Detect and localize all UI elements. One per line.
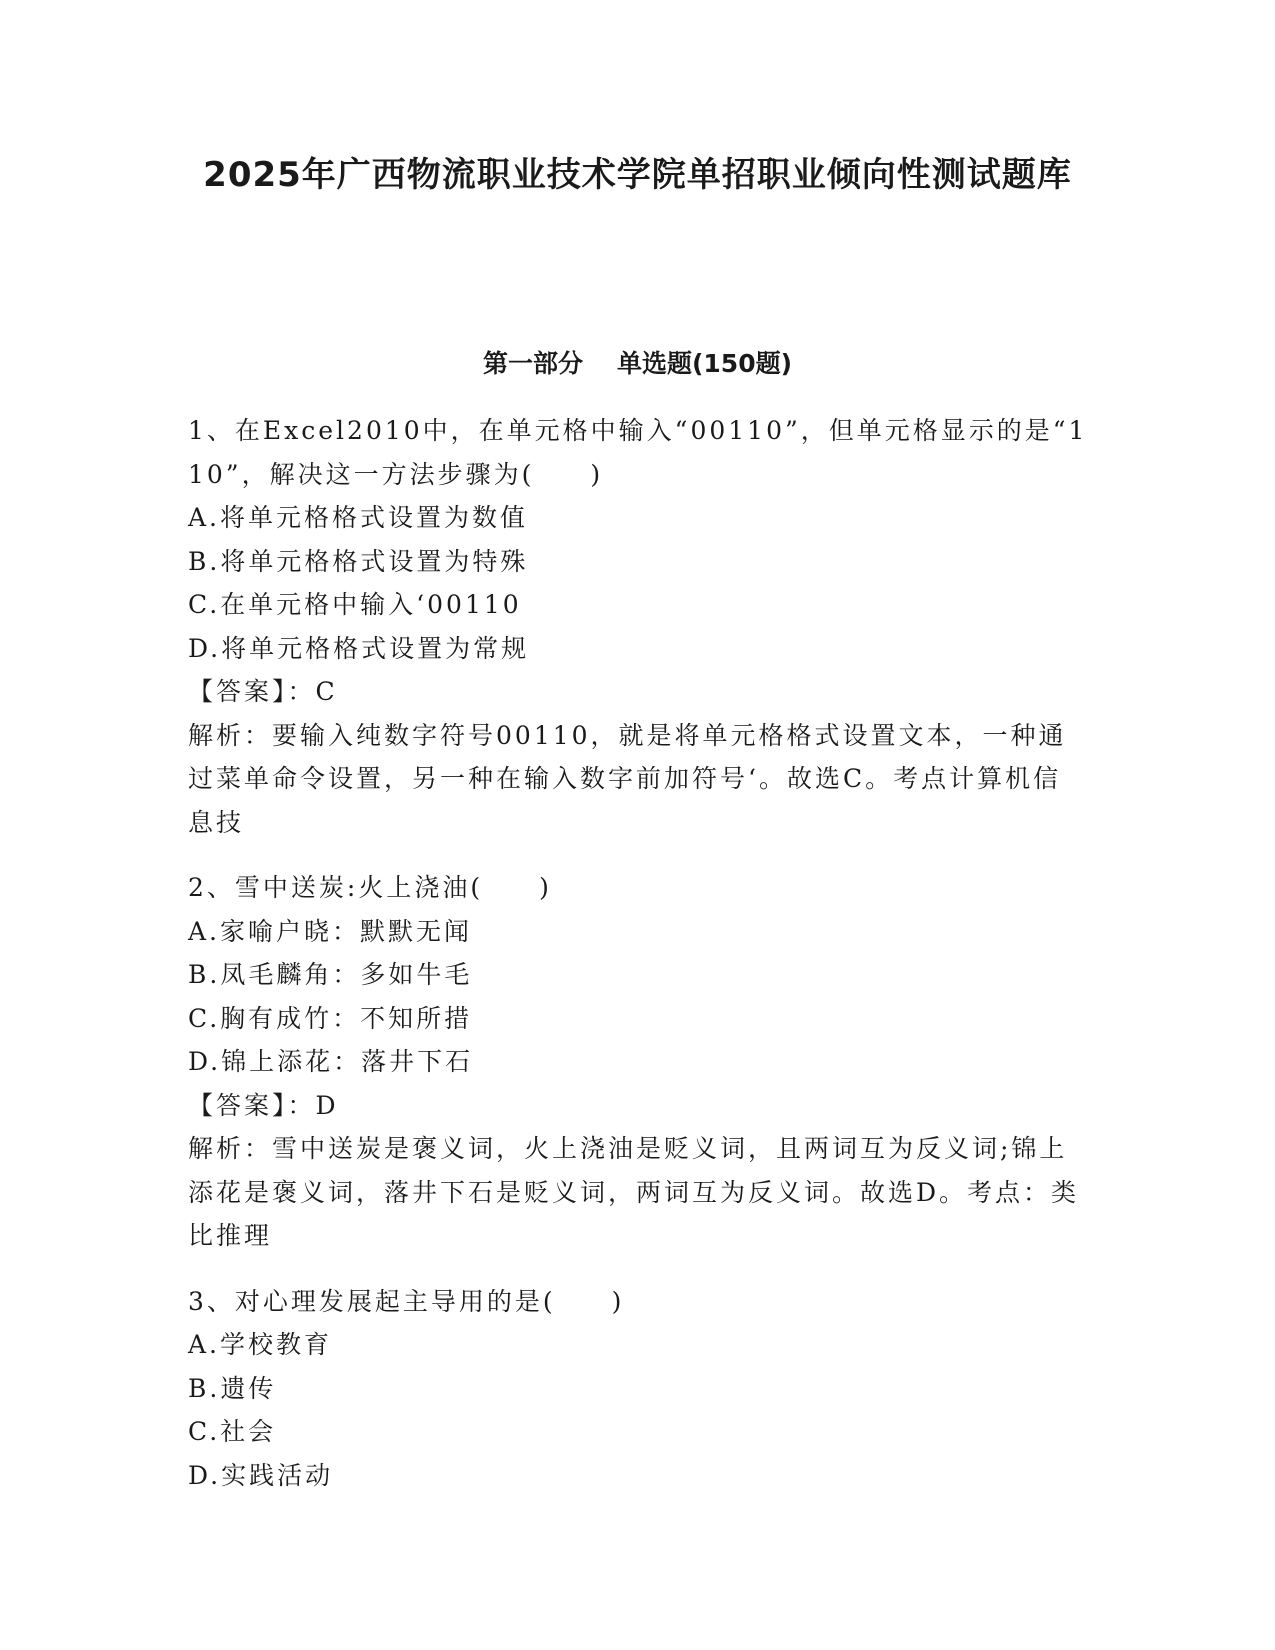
question-list bbox=[188, 409, 1088, 1519]
option-c: C.胸有成竹：不知所措 bbox=[188, 1003, 473, 1033]
option-b: B.凤毛麟角：多如牛毛 bbox=[188, 960, 473, 989]
option-b: B.将单元格格式设置为特殊 bbox=[188, 546, 529, 576]
answer: 【答案】：D bbox=[188, 1090, 339, 1120]
option-d: D.将单元格格式设置为常规 bbox=[188, 633, 530, 663]
section-heading bbox=[0, 344, 1275, 384]
option-b: B.遗传 bbox=[188, 1373, 277, 1403]
section-name: 单选题(150题) bbox=[616, 349, 793, 378]
explanation: 解析：雪中送炭是褒义词，火上浇油是贬义词，且两词互为反义词;锦上添花是褒义词，落井下石是贬义词，两词互为反义词。故选D。考点：类比推理 bbox=[188, 1134, 1080, 1250]
option-c: C.在单元格中输入‘00110 bbox=[188, 590, 522, 619]
question-3 bbox=[188, 1280, 1088, 1498]
option-d: D.锦上添花：落井下石 bbox=[188, 1047, 474, 1076]
section-label: 第一部分 bbox=[482, 349, 583, 378]
option-d: D.实践活动 bbox=[188, 1460, 334, 1490]
option-a: A.将单元格格式设置为数值 bbox=[188, 503, 529, 532]
option-a: A.家喻户晓：默默无闻 bbox=[188, 916, 473, 946]
question-stem: 1、在Excel2010中，在单元格中输入“00110”，但单元格显示的是“110”，解决这一方法步骤为( ) bbox=[188, 416, 1088, 489]
option-c: C.社会 bbox=[188, 1417, 277, 1446]
document-title: 2025年广西物流职业技术学院单招职业倾向性测试题库 bbox=[203, 155, 1072, 195]
explanation: 解析：要输入纯数字符号00110，就是将单元格格式设置文本，一种通过菜单命令设置，另一种在输入数字前加符号‘。故选C。考点计算机信息技 bbox=[188, 720, 1067, 837]
question-stem: 2、雪中送炭:火上浇油( ) bbox=[188, 873, 552, 902]
question-1 bbox=[188, 409, 1088, 844]
answer: 【答案】：C bbox=[188, 677, 338, 706]
question-2 bbox=[188, 866, 1088, 1258]
option-a: A.学校教育 bbox=[188, 1330, 333, 1359]
question-stem: 3、对心理发展起主导用的是( ) bbox=[188, 1286, 625, 1316]
